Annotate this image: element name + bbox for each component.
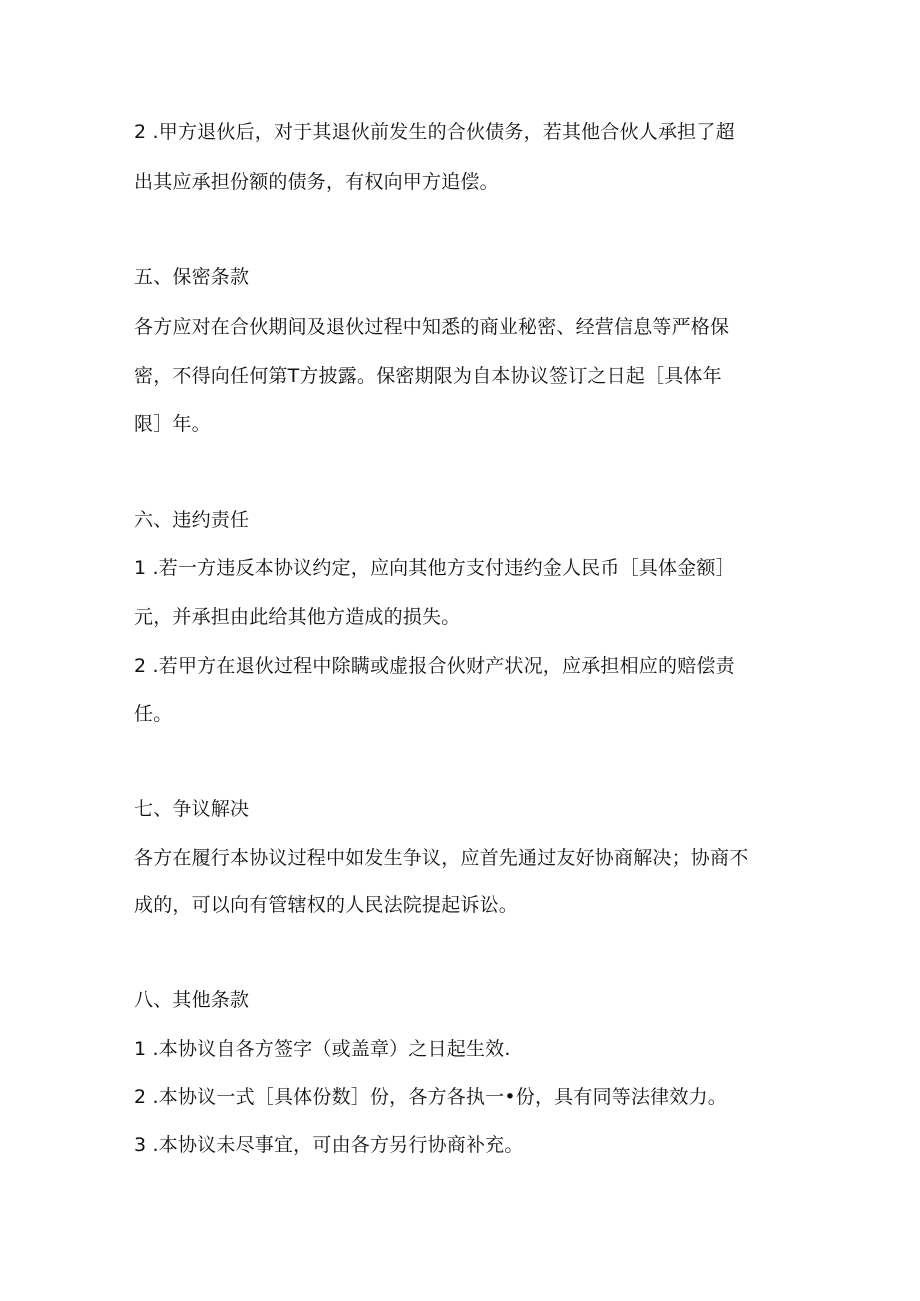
paragraph-line: 2 .本协议一式［具体份数］份，各方各执一•份，具有同等法律效力。 — [134, 1086, 727, 1108]
paragraph-line: 任。 — [134, 703, 173, 725]
paragraph-line: 3 .本协议未尽事宜，可由各方另行协商补充。 — [134, 1134, 524, 1156]
section-heading-confidentiality: 五、保密条款 — [134, 266, 250, 288]
section-heading-dispute-resolution: 七、争议解决 — [134, 798, 250, 820]
paragraph-line: 1 .若一方违反本协议约定，应向其他方支付违约金人民币［具体金额］ — [134, 557, 735, 579]
paragraph-line: 出其应承担份额的债务，有权向甲方追偿。 — [134, 171, 499, 193]
paragraph-line: 各方应对在合伙期间及退伙过程中知悉的商业秘密、经营信息等严格保 — [134, 316, 730, 338]
paragraph-line: 限］年。 — [134, 413, 211, 435]
paragraph-line: 密，不得向任何第T方披露。保密期限为自本协议签订之日起［具体年 — [134, 365, 722, 387]
paragraph-line: 元，并承担由此给其他方造成的损失。 — [134, 606, 461, 628]
paragraph-line: 1 .本协议自各方签字（或盖章）之日起生效. — [134, 1038, 511, 1060]
section-heading-other-terms: 八、其他条款 — [134, 989, 250, 1011]
paragraph-line: 2 .若甲方在退伙过程中除瞒或虚报合伙财产状况，应承担相应的赔偿责 — [134, 655, 735, 677]
paragraph-line: 各方在履行本协议过程中如发生争议，应首先通过友好协商解决；协商不 — [134, 847, 749, 869]
paragraph-line: 2 .甲方退伙后，对于其退伙前发生的合伙债务，若其他合伙人承担了超 — [134, 121, 735, 143]
section-heading-breach-liability: 六、违约责任 — [134, 509, 250, 531]
paragraph-line: 成的，可以向有管辖权的人民法院提起诉讼。 — [134, 894, 519, 916]
